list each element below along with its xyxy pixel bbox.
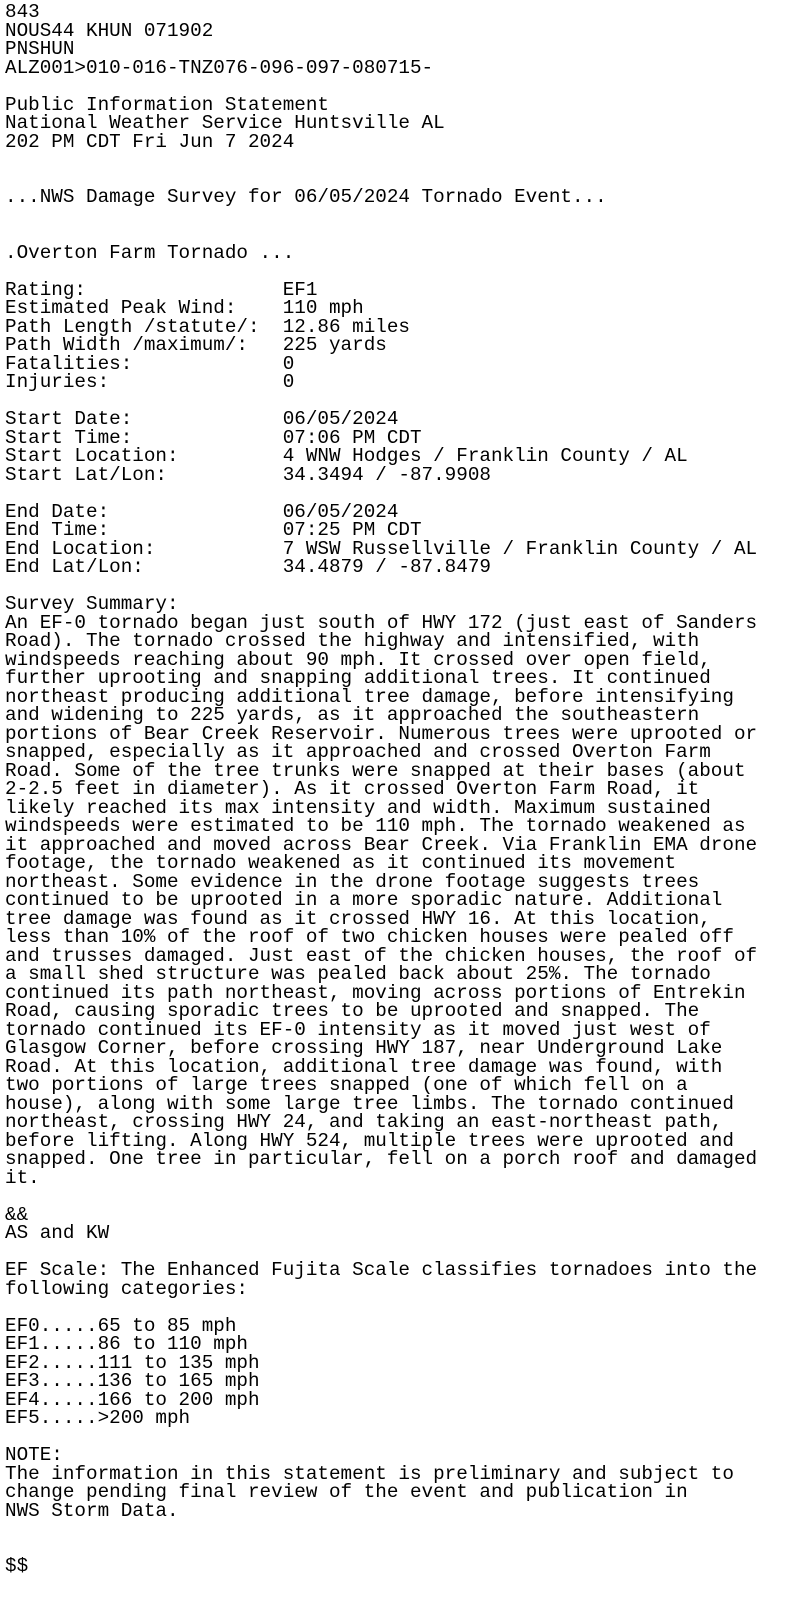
text-line: windspeeds were estimated to be 110 mph. The tornado weakened as <box>5 815 746 837</box>
text-line: Injuries: 0 <box>5 371 295 393</box>
text-line: further uprooting and snapping additional trees. It continued <box>5 667 711 689</box>
text-line <box>5 1298 757 1317</box>
text-line: before lifting. Along HWY 524, multiple trees were uprooted and <box>5 1129 734 1152</box>
text-line: northeast. Some evidence in the drone footage suggests trees <box>5 870 700 893</box>
text-line: footage, the tornado weakened as it continued its movement <box>5 852 677 874</box>
text-line: EF1.....86 to 110 mph <box>5 1333 248 1355</box>
text-line <box>5 225 757 244</box>
text-line <box>5 1520 757 1539</box>
text-line: and trusses damaged. Just east of the chicken houses, the roof of <box>5 944 758 967</box>
text-line: Path Width /maximum/: 225 yards <box>5 334 387 356</box>
text-line: End Location: 7 WSW Russellville / Franklin County / AL <box>5 537 758 560</box>
text-line: Start Lat/Lon: 34.3494 / -87.9908 <box>5 463 491 486</box>
text-line: a small shed structure was pealed back about 25%. The tornado <box>5 963 711 985</box>
text-line: it approached and moved across Bear Creek. Via Franklin EMA drone <box>5 833 758 856</box>
text-line: ALZ001>010-016-TNZ076-096-097-080715- <box>5 56 434 79</box>
text-line: .Overton Farm Tornado ... <box>5 241 295 264</box>
text-line: EF4.....166 to 200 mph <box>5 1388 260 1411</box>
text-line: tree damage was found as it crossed HWY 16. At this location, <box>5 907 711 930</box>
text-line: National Weather Service Huntsville AL <box>5 112 445 134</box>
text-line: EF0.....65 to 85 mph <box>5 1314 237 1337</box>
text-line: Road. At this location, additional tree damage was found, with <box>5 1055 723 1078</box>
text-line: EF5.....>200 mph <box>5 1407 191 1429</box>
text-line: && <box>5 1203 29 1226</box>
text-line: End Lat/Lon: 34.4879 / -87.8479 <box>5 556 491 578</box>
text-line <box>5 1428 757 1447</box>
text-line: EF Scale: The Enhanced Fujita Scale classifies tornadoes into the <box>5 1259 758 1281</box>
text-line: 202 PM CDT Fri Jun 7 2024 <box>5 130 295 153</box>
text-line: northeast, crossing HWY 24, and taking an east-northeast path, <box>5 1111 723 1133</box>
text-line <box>5 77 757 96</box>
text-line: $$ <box>5 1555 29 1577</box>
text-line: NWS Storm Data. <box>5 1499 179 1522</box>
text-line: continued to be uprooted in a more sporadic nature. Additional <box>5 889 723 911</box>
text-line: Road. Some of the tree trunks were snapped at their bases (about <box>5 759 746 782</box>
text-line: portions of Bear Creek Reservoir. Numerous trees were uprooted or <box>5 722 758 745</box>
text-line: Fatalities: 0 <box>5 352 295 375</box>
text-line: snapped, especially as it approached and crossed Overton Farm <box>5 741 711 763</box>
text-line: Road). The tornado crossed the highway and intensified, with <box>5 630 700 652</box>
text-line: Road, causing sporadic trees to be uprooted and snapped. The <box>5 1000 700 1022</box>
text-line: less than 10% of the roof of two chicken houses were pealed off <box>5 926 734 948</box>
text-line: continued its path northeast, moving across portions of Entrekin <box>5 981 746 1004</box>
text-line: Path Length /statute/: 12.86 miles <box>5 315 410 338</box>
text-line: End Date: 06/05/2024 <box>5 500 399 523</box>
text-line: Start Time: 07:06 PM CDT <box>5 426 422 449</box>
text-line: NOTE: <box>5 1444 63 1466</box>
text-line: snapped. One tree in particular, fell on a porch roof and damaged <box>5 1148 758 1170</box>
text-line: northeast producing additional tree damage, before intensifying <box>5 685 734 708</box>
text-line: ...NWS Damage Survey for 06/05/2024 Tornado Event... <box>5 186 607 208</box>
text-line: NOUS44 KHUN 071902 <box>5 19 214 42</box>
text-line: change pending final review of the event and publication in <box>5 1481 688 1503</box>
text-line <box>5 207 757 226</box>
text-line: 843 <box>5 1 40 23</box>
text-line: PNSHUN <box>5 38 75 60</box>
text-line: tornado continued its EF-0 intensity as it moved just west of <box>5 1018 711 1041</box>
text-line: windspeeds reaching about 90 mph. It crossed over open field, <box>5 648 711 671</box>
text-line: Start Date: 06/05/2024 <box>5 408 399 430</box>
text-line: likely reached its max intensity and width. Maximum sustained <box>5 796 711 819</box>
text-line: AS and KW <box>5 1222 110 1244</box>
text-line: An EF-0 tornado began just south of HWY 172 (just east of Sanders <box>5 611 758 634</box>
text-line: Glasgow Corner, before crossing HWY 187, near Underground Lake <box>5 1037 723 1059</box>
text-line: End Time: 07:25 PM CDT <box>5 519 422 541</box>
text-line <box>5 1539 757 1558</box>
text-line: and widening to 225 yards, as it approached the southeastern <box>5 704 700 726</box>
text-line <box>5 484 757 503</box>
text-line: house), along with some large tree limbs. The tornado continued <box>5 1092 734 1115</box>
text-line: Estimated Peak Wind: 110 mph <box>5 297 364 319</box>
text-line: Rating: EF1 <box>5 278 318 301</box>
text-line: Start Location: 4 WNW Hodges / Franklin County / AL <box>5 445 688 467</box>
text-line: The information in this statement is preliminary and subject to <box>5 1462 734 1485</box>
text-line <box>5 151 757 170</box>
text-line: it. <box>5 1166 40 1189</box>
text-line <box>5 1187 757 1206</box>
text-line <box>5 262 757 281</box>
text-line: 2-2.5 feet in diameter). As it crossed Overton Farm Road, it <box>5 778 700 800</box>
text-line: Public Information Statement <box>5 93 329 116</box>
text-line: Survey Summary: <box>5 593 179 615</box>
text-line: following categories: <box>5 1277 248 1300</box>
text-line: EF2.....111 to 135 mph <box>5 1351 260 1374</box>
text-line: EF3.....136 to 165 mph <box>5 1370 260 1392</box>
statement-text <box>5 3 757 1576</box>
text-line: two portions of large trees snapped (one of which fell on a <box>5 1074 688 1096</box>
